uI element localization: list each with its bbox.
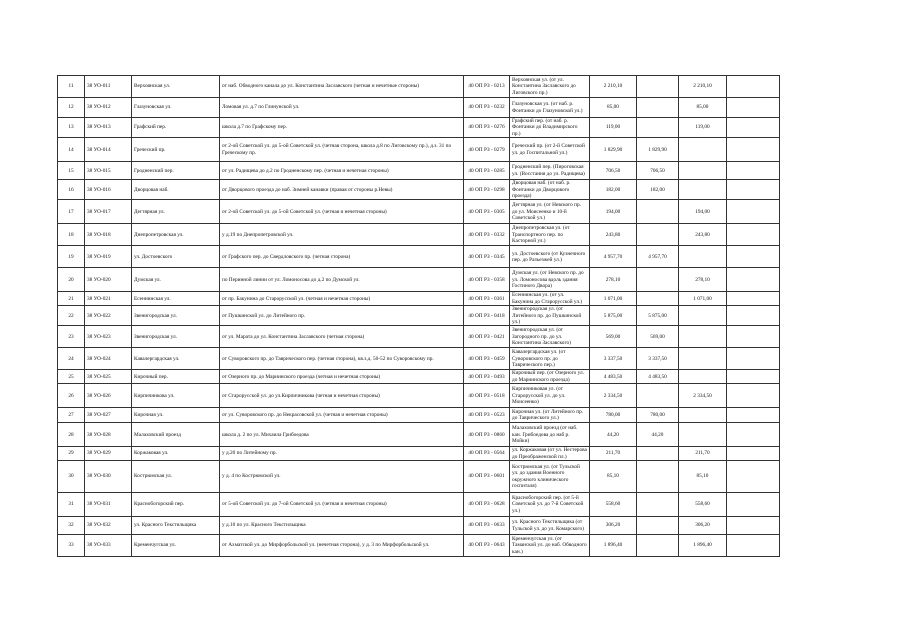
extra-cell: [727, 138, 780, 162]
object-code: 38 УО-014: [85, 138, 132, 162]
work-bounds: от ул. Марата до ул. Константина Заславского (четная сторона): [220, 326, 464, 348]
road-id: 40 ОП РЗ - 0232: [464, 98, 510, 118]
road-id: 40 ОП РЗ - 0518: [464, 384, 510, 408]
row-number: 32: [58, 517, 85, 535]
value-b: 1 071,00: [679, 292, 727, 306]
road-id: 40 ОП РЗ - 0332: [464, 224, 510, 246]
total-value: 85,00: [590, 98, 637, 118]
row-number: 20: [58, 268, 85, 292]
object-code: 38 УО-021: [85, 292, 132, 306]
row-number: 23: [58, 326, 85, 348]
value-a: [637, 224, 679, 246]
road-description: Дворцовая наб. (от наб. р. Фонтанки до Дворцового проезда): [510, 180, 590, 200]
value-b: [679, 180, 727, 200]
object-code: 38 УО-018: [85, 224, 132, 246]
object-code: 38 УО-011: [85, 76, 132, 98]
value-a: 706,50: [637, 162, 679, 180]
work-bounds: от Суворовского пр. до Таврического пер. (четная сторона), кв.з.д. 50-52 по Суворовскому пр.: [220, 348, 464, 370]
value-b: 194,00: [679, 200, 727, 224]
work-bounds: от ул. Суворовского пр. до Некрасовской ул. (четная и нечетная стороны): [220, 408, 464, 423]
extra-cell: [727, 384, 780, 408]
road-id: 40 ОП РЗ - 0361: [464, 292, 510, 306]
row-number: 15: [58, 162, 85, 180]
work-bounds: школа д.7 по Графскому пер.: [220, 118, 464, 138]
object-code: 38 УО-013: [85, 118, 132, 138]
total-value: 85,10: [590, 461, 637, 493]
value-a: [637, 98, 679, 118]
object-code: 38 УО-019: [85, 246, 132, 268]
value-b: [679, 326, 727, 348]
road-id: 40 ОП РЗ - 0633: [464, 517, 510, 535]
total-value: 569,00: [590, 326, 637, 348]
total-value: 1 896,40: [590, 535, 637, 557]
total-value: 2 210,10: [590, 76, 637, 98]
table-row: [58, 180, 780, 200]
street-name: Гродненский пер.: [132, 162, 220, 180]
value-a: 182,00: [637, 180, 679, 200]
value-a: [637, 118, 679, 138]
extra-cell: [727, 447, 780, 461]
object-code: 38 УО-012: [85, 98, 132, 118]
road-id: 40 ОП РЗ - 0493: [464, 370, 510, 384]
work-bounds: от Старорусской ул. до ул.Кирпичникова (четная и нечетная стороны): [220, 384, 464, 408]
road-description: Малаховский проезд (от наб. кан. Грибоедова до наб р. Мойки): [510, 423, 590, 447]
value-b: 85,00: [679, 98, 727, 118]
total-value: 2 334,50: [590, 384, 637, 408]
value-a: [637, 517, 679, 535]
street-name: Думская ул.: [132, 268, 220, 292]
work-bounds: от 2-ой Советской ул. до 5-ой Советской ул. (четная и нечетная стороны): [220, 200, 464, 224]
object-code: 38 УО-030: [85, 461, 132, 493]
value-a: 4 957,70: [637, 246, 679, 268]
value-b: [679, 138, 727, 162]
row-number: 16: [58, 180, 85, 200]
street-name: Дегтярная ул.: [132, 200, 220, 224]
street-name: Есеннинская ул.: [132, 292, 220, 306]
street-name: Звенигородская ул.: [132, 306, 220, 326]
extra-cell: [727, 348, 780, 370]
extra-cell: [727, 306, 780, 326]
object-code: 38 УО-024: [85, 348, 132, 370]
object-code: 38 УО-033: [85, 535, 132, 557]
work-bounds: Ломовая ул. д.7 по Глинунской ул.: [220, 98, 464, 118]
total-value: 211,70: [590, 447, 637, 461]
road-id: 40 ОП РЗ - 0305: [464, 200, 510, 224]
table-row: [58, 370, 780, 384]
total-value: 4 957,70: [590, 246, 637, 268]
object-code: 38 УО-029: [85, 447, 132, 461]
road-id: 40 ОП РЗ - 0628: [464, 493, 510, 517]
extra-cell: [727, 326, 780, 348]
value-a: 3 337,50: [637, 348, 679, 370]
extra-cell: [727, 180, 780, 200]
extra-cell: [727, 162, 780, 180]
value-a: 1 829,90: [637, 138, 679, 162]
row-number: 29: [58, 447, 85, 461]
road-description: Верхоянская ул. (от ул. Константина Заславского до Лиговского пр.): [510, 76, 590, 98]
object-code: 38 УО-031: [85, 493, 132, 517]
work-bounds: у д.20 по Литейному пр.: [220, 447, 464, 461]
row-number: 30: [58, 461, 85, 493]
road-description: Кирочная ул. (от Литейного пр. до Таврического ул.): [510, 408, 590, 423]
extra-cell: [727, 461, 780, 493]
street-name: Коржаковая ул.: [132, 447, 220, 461]
street-name: Кирочный пер.: [132, 370, 220, 384]
road-id: 40 ОП РЗ - 0523: [464, 408, 510, 423]
work-bounds: от ул. Радищева до д.2 по Гродненскому пер. (четная и нечетная стороны): [220, 162, 464, 180]
total-value: 5 875,00: [590, 306, 637, 326]
total-value: 194,00: [590, 200, 637, 224]
total-value: 4 483,50: [590, 370, 637, 384]
table-row: [58, 493, 780, 517]
road-description: Графский пер. (от наб. р. Фонтанки до Владимирского пр.): [510, 118, 590, 138]
total-value: 278,10: [590, 268, 637, 292]
extra-cell: [727, 200, 780, 224]
object-code: 38 УО-027: [85, 408, 132, 423]
work-bounds: от Ахматской ул. до Мирфорбольской ул. (нечетная сторона), у д. 3 по Мирфорбольской ул.: [220, 535, 464, 557]
value-b: [679, 246, 727, 268]
road-description: Думская ул. (от Невского пр. до ул. Ломоносова вдоль здания Гостиного Двора): [510, 268, 590, 292]
object-code: 38 УО-020: [85, 268, 132, 292]
value-a: [637, 447, 679, 461]
total-value: 182,00: [590, 180, 637, 200]
total-value: 44,20: [590, 423, 637, 447]
value-a: [637, 76, 679, 98]
value-b: 2 210,10: [679, 76, 727, 98]
object-code: 38 УО-032: [85, 517, 132, 535]
road-description: Кирочный пер. (от Озерного ул. до Мариинского проезда): [510, 370, 590, 384]
street-name: Глазуновская ул.: [132, 98, 220, 118]
object-code: 38 УО-017: [85, 200, 132, 224]
street-name: Малаховский проезд: [132, 423, 220, 447]
value-b: 2 334,50: [679, 384, 727, 408]
street-name: Звенигородская ул.: [132, 326, 220, 348]
street-name: ул. Достоевского: [132, 246, 220, 268]
road-description: ул. Красного Текстильщика (от Тульской ул. до ул. Комарского): [510, 517, 590, 535]
row-number: 11: [58, 76, 85, 98]
work-bounds: от наб. Обводного канала до ул. Константина Заславского (четная и нечетные стороны): [220, 76, 464, 98]
row-number: 21: [58, 292, 85, 306]
table-row: [58, 326, 780, 348]
road-id: 40 ОП РЗ - 0418: [464, 306, 510, 326]
street-name: Кирочная ул.: [132, 408, 220, 423]
work-bounds: у д.10 по ул. Красного Текстильщика: [220, 517, 464, 535]
object-code: 38 УО-023: [85, 326, 132, 348]
total-value: 3 337,50: [590, 348, 637, 370]
road-id: 40 ОП РЗ - 0298: [464, 180, 510, 200]
table-row: [58, 292, 780, 306]
row-number: 24: [58, 348, 85, 370]
extra-cell: [727, 370, 780, 384]
value-b: 278,10: [679, 268, 727, 292]
total-value: 243,80: [590, 224, 637, 246]
road-description: Дегтярная ул. (от Невского пр. до ул. Моисеенко и 10-й Советской ул.): [510, 200, 590, 224]
value-b: [679, 162, 727, 180]
row-number: 26: [58, 384, 85, 408]
row-number: 12: [58, 98, 85, 118]
object-code: 38 УО-022: [85, 306, 132, 326]
table-row: [58, 268, 780, 292]
table-row: [58, 384, 780, 408]
extra-cell: [727, 76, 780, 98]
extra-cell: [727, 224, 780, 246]
road-id: 40 ОП РЗ - 0860: [464, 423, 510, 447]
value-b: 85,10: [679, 461, 727, 493]
value-a: [637, 268, 679, 292]
value-b: [679, 408, 727, 423]
table-row: [58, 76, 780, 98]
road-id: 40 ОП РЗ - 0601: [464, 461, 510, 493]
table-row: [58, 517, 780, 535]
extra-cell: [727, 408, 780, 423]
extra-cell: [727, 118, 780, 138]
street-name: Кавалергардская ул.: [132, 348, 220, 370]
road-description: Греческий пр. (от 2-й Советской ул. до Госпитальной ул.): [510, 138, 590, 162]
value-b: 211,70: [679, 447, 727, 461]
row-number: 25: [58, 370, 85, 384]
total-value: 306,20: [590, 517, 637, 535]
table-row: [58, 224, 780, 246]
table-row: [58, 98, 780, 118]
value-a: 44,20: [637, 423, 679, 447]
extra-cell: [727, 517, 780, 535]
road-description: Кострюмская ул. (от Тульской ул. до здания Военного окружного клинического госпиталя): [510, 461, 590, 493]
road-id: 40 ОП РЗ - 0459: [464, 348, 510, 370]
road-id: 40 ОП РЗ - 0564: [464, 447, 510, 461]
street-name: Днепропетровская ул.: [132, 224, 220, 246]
road-id: 40 ОП РЗ - 0358: [464, 268, 510, 292]
table-row: [58, 306, 780, 326]
street-name: Кирпичникова ул.: [132, 384, 220, 408]
value-b: 306,20: [679, 517, 727, 535]
table-row: [58, 408, 780, 423]
row-number: 22: [58, 306, 85, 326]
object-code: 38 УО-026: [85, 384, 132, 408]
total-value: 780,00: [590, 408, 637, 423]
street-name: Греческий пр.: [132, 138, 220, 162]
value-a: 569,00: [637, 326, 679, 348]
road-id: 40 ОП РЗ - 0285: [464, 162, 510, 180]
table-row: [58, 200, 780, 224]
row-number: 18: [58, 224, 85, 246]
row-number: 13: [58, 118, 85, 138]
value-a: 780,00: [637, 408, 679, 423]
table-row: [58, 118, 780, 138]
street-name: Кострюмская ул.: [132, 461, 220, 493]
table-row: [58, 461, 780, 493]
value-b: 119,00: [679, 118, 727, 138]
total-value: 119,00: [590, 118, 637, 138]
work-bounds: по Перинной линии от ул. Ломоносова до д.2 по Думской ул.: [220, 268, 464, 292]
table-row: [58, 246, 780, 268]
value-a: [637, 200, 679, 224]
extra-cell: [727, 98, 780, 118]
road-id: 40 ОП РЗ - 0213: [464, 76, 510, 98]
extra-cell: [727, 493, 780, 517]
extra-cell: [727, 246, 780, 268]
value-b: 558,60: [679, 493, 727, 517]
road-description: Звенигородская ул. (от Литейного пр. до Пушкинской ул.): [510, 306, 590, 326]
road-description: Кавалергардская ул. (от Суворовского пр. до Таврического пер.): [510, 348, 590, 370]
object-code: 38 УО-015: [85, 162, 132, 180]
value-b: 243,80: [679, 224, 727, 246]
value-b: [679, 423, 727, 447]
extra-cell: [727, 535, 780, 557]
value-a: [637, 384, 679, 408]
work-bounds: от Дворцового проезда до наб. Зимней канавки (правая от стороны р.Невы): [220, 180, 464, 200]
budget-table: [57, 75, 780, 557]
street-name: ул. Красного Текстильщика: [132, 517, 220, 535]
table-row: [58, 162, 780, 180]
value-a: 4 483,50: [637, 370, 679, 384]
street-name: Краснобогорский пер.: [132, 493, 220, 517]
work-bounds: от 2-ой Советской ул. до 5-ой Советской ул. (четная сторона, школа д.8 по Лиговскому пр.), д.з. 31 по Греческому пр.: [220, 138, 464, 162]
value-b: 1 896,40: [679, 535, 727, 557]
work-bounds: от Графского пер. до Свердловского пр. (четная сторона): [220, 246, 464, 268]
row-number: 33: [58, 535, 85, 557]
value-a: [637, 535, 679, 557]
total-value: 706,50: [590, 162, 637, 180]
work-bounds: от Пушкинской ул. до Литейного пр.: [220, 306, 464, 326]
object-code: 38 УО-028: [85, 423, 132, 447]
road-description: ул. Достоевского (от Кузнечного пер. до Разъезжей ул.): [510, 246, 590, 268]
total-value: 1 829,90: [590, 138, 637, 162]
road-id: 40 ОП РЗ - 0345: [464, 246, 510, 268]
row-number: 28: [58, 423, 85, 447]
road-description: Кременчугская ул. (от Таманской ул. до наб. Обводного кан.): [510, 535, 590, 557]
value-b: [679, 306, 727, 326]
street-name: Кременчугская ул.: [132, 535, 220, 557]
table-body: [58, 76, 780, 557]
road-id: 40 ОП РЗ - 0276: [464, 118, 510, 138]
work-bounds: у д.19 по Днепропетровской ул.: [220, 224, 464, 246]
object-code: 38 УО-016: [85, 180, 132, 200]
road-description: ул. Коржаковая (от ул. Нестерова до Преображенской пл.): [510, 447, 590, 461]
total-value: 1 071,00: [590, 292, 637, 306]
table-row: [58, 138, 780, 162]
value-a: [637, 292, 679, 306]
row-number: 14: [58, 138, 85, 162]
table-row: [58, 447, 780, 461]
table-row: [58, 423, 780, 447]
road-id: 40 ОП РЗ - 0643: [464, 535, 510, 557]
street-name: Верхоянская ул.: [132, 76, 220, 98]
street-name: Графский пер.: [132, 118, 220, 138]
value-a: [637, 493, 679, 517]
road-description: Днепропетровская ул. (от Транспортного пер. по Касторной ул.): [510, 224, 590, 246]
road-description: Глазуновская ул. (от наб. р. Фонтанки до Глазуновской ул.): [510, 98, 590, 118]
row-number: 17: [58, 200, 85, 224]
extra-cell: [727, 292, 780, 306]
street-name: Дворцовая наб.: [132, 180, 220, 200]
road-description: Есеннинская ул. (от ул. Бакунина до Старорусской ул.): [510, 292, 590, 306]
extra-cell: [727, 423, 780, 447]
road-description: Кирпичниковая ул. (от Старорусской ул. до ул. Моисеенко): [510, 384, 590, 408]
road-description: Гродненский пер. (Пироговская ул. (Восстания до ул. Радищева): [510, 162, 590, 180]
work-bounds: от Озерного пр. до Мариинского проезда (четная и нечетная стороны): [220, 370, 464, 384]
work-bounds: школа д. 2 по ул. Михаила Грибоедова: [220, 423, 464, 447]
road-description: Краснобогорский пер. (от 5-й Советской ул. до 7-й Советской ул.): [510, 493, 590, 517]
table-row: [58, 535, 780, 557]
row-number: 27: [58, 408, 85, 423]
value-b: [679, 348, 727, 370]
work-bounds: у д. 4 по Кострюмской ул.: [220, 461, 464, 493]
value-a: [637, 461, 679, 493]
value-b: [679, 370, 727, 384]
value-a: 5 875,00: [637, 306, 679, 326]
row-number: 19: [58, 246, 85, 268]
table-row: [58, 348, 780, 370]
work-bounds: от пр. Бакунина до Старорусской ул. (четная и нечетная стороны): [220, 292, 464, 306]
road-id: 40 ОП РЗ - 0421: [464, 326, 510, 348]
road-id: 40 ОП РЗ - 0279: [464, 138, 510, 162]
extra-cell: [727, 268, 780, 292]
total-value: 558,60: [590, 493, 637, 517]
object-code: 38 УО-025: [85, 370, 132, 384]
work-bounds: от 5-ой Советской ул. до 7-ой Советской ул. (четная и нечетная стороны): [220, 493, 464, 517]
row-number: 31: [58, 493, 85, 517]
road-description: Звенигородская ул. (от Загородного пр. до ул. Константина Заславского): [510, 326, 590, 348]
